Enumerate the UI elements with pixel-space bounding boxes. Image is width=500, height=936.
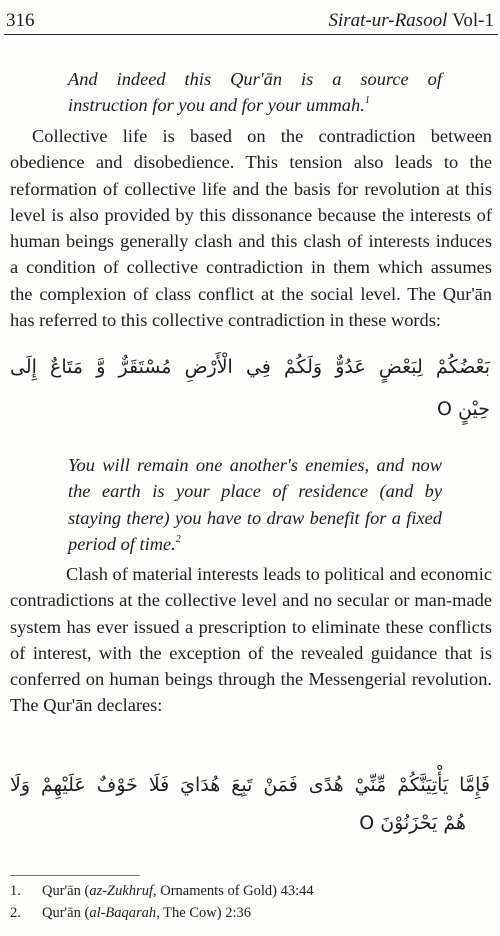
book-title: Sirat-ur-Rasool — [328, 10, 448, 31]
quote-2 — [68, 452, 442, 557]
arabic-verse-1-end: حِيْنٍ — [458, 398, 490, 420]
arabic-verse-1-line-2 — [10, 392, 490, 426]
footnote-ref-2: 2 — [175, 533, 181, 545]
paragraph-2-text: Clash of material interests leads to political and economic contradictions at the collective level and no secular or man-made system has ever issued a prescription to eliminate these conflicts of interest, with the exception of the revealed guidance that is conferred on human beings through the Messengerial revolution. The Qur'ān declares: — [10, 564, 492, 716]
footnote-2-surah: al-Baqarah — [89, 905, 157, 921]
footnote-1-source: Qur'ān — [42, 883, 81, 899]
footnote-2-number: 2. — [10, 905, 21, 921]
footnote-1-number: 1. — [10, 883, 21, 899]
footnote-1-rest: , Ornaments of Gold) 43:44 — [152, 883, 314, 899]
header-rule — [4, 34, 498, 35]
arabic-verse-2 — [10, 768, 490, 840]
arabic-verse-1 — [10, 350, 490, 426]
arabic-verse-2-line-1: فَإِمَّا يَأْتِيَنَّكُمْ مِّنِّيْ هُدًى فَمَنْ تَبِعَ هُدَايَ فَلَا خَوْفٌ عَلَيْهِمْ وَلَا — [10, 774, 490, 796]
quote-2-text — [68, 452, 442, 557]
footnotes — [10, 880, 314, 924]
quote-1 — [68, 66, 442, 119]
verse-end-mark: O — [437, 398, 459, 420]
footnote-ref-1: 1 — [364, 95, 370, 107]
footnote-1-surah: az-Zukhruf — [89, 883, 153, 899]
footnote-2: 2. Qur'ān (al-Baqarah, The Cow) 2:36 — [10, 902, 314, 924]
footnote-2-source: Qur'ān — [42, 905, 81, 921]
arabic-verse-1-line-1: بَعْضُكُمْ لِبَعْضٍ عَدُوٌّ وَلَكُمْ فِي الْأَرْضِ مُسْتَقَرٌّ وَّ مَتَاعٌ إِلَى — [10, 356, 490, 378]
quote-1-line-2 — [68, 92, 442, 118]
paragraph-1-text: Collective life is based on the contradiction between obedience and disobedience. This tension also leads to the reformation of collective life and the basis for revolution at this level is also provided by this dissonance because the interests of human beings generally clash and this clash of interests induces a condition of collective contradiction in them which assumes the complexion of class conflict at the social level. The Qur'ān has referred to this collective contradiction in these words: — [10, 126, 492, 331]
paragraph-1 — [10, 123, 492, 333]
quote-1-line-1: And indeed this Qur'ān is a source of — [68, 69, 442, 89]
paragraph-2 — [10, 561, 492, 719]
footnote-rule — [10, 875, 140, 876]
page-header — [6, 6, 494, 32]
arabic-verse-2-end: هُمْ يَحْزَنُوْنَ — [380, 812, 466, 834]
verse-end-mark: O — [359, 812, 381, 834]
footnote-1: 1. Qur'ān (az-Zukhruf, Ornaments of Gold) 43:44 — [10, 880, 314, 902]
volume-label: Vol-1 — [452, 10, 494, 31]
quote-2-body: You will remain one another's enemies, and now the earth is your place of residence (and by staying there) you have to draw benefit for a fixed period of time. — [68, 455, 442, 554]
running-title — [328, 10, 494, 32]
quote-1-text-2: instruction for you and for your ummah. — [68, 95, 365, 116]
page-number: 316 — [6, 10, 35, 31]
arabic-verse-2-line-2 — [10, 806, 466, 840]
footnote-2-rest: , The Cow) 2:36 — [156, 905, 251, 921]
